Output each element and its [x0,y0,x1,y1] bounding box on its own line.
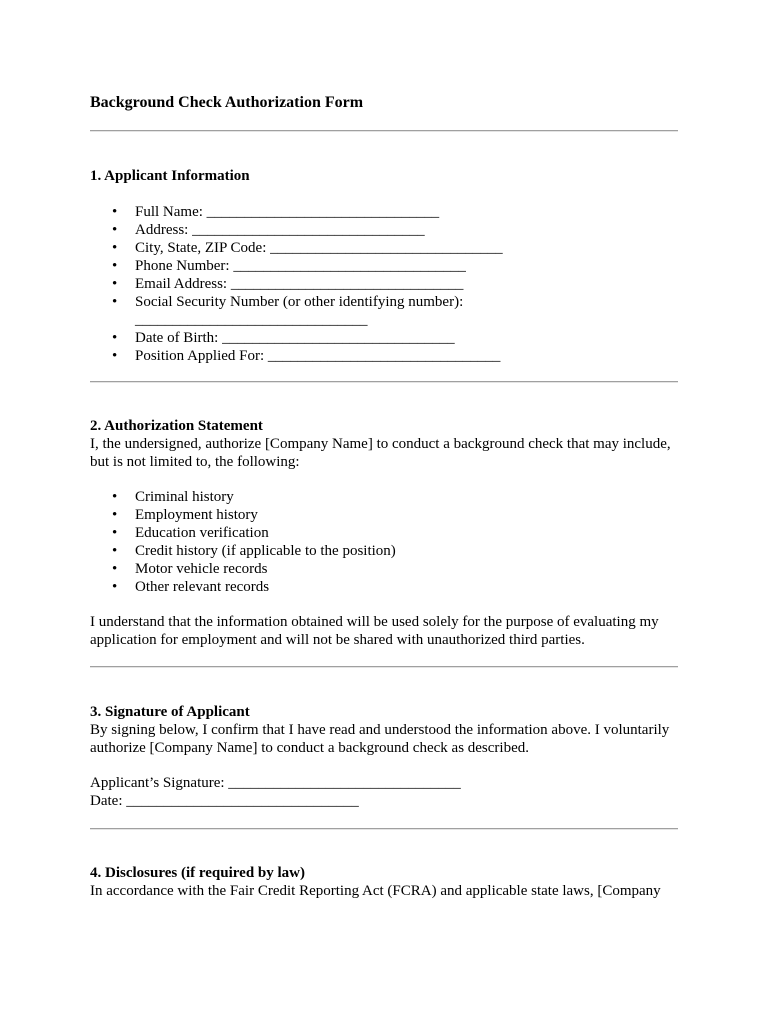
horizontal-rule [90,381,678,383]
horizontal-rule [90,666,678,668]
list-item [90,275,555,293]
city-state-zip-field: City, State, ZIP Code: _______________________________ [135,240,503,256]
authorization-closing [90,613,678,649]
applicant-info-list [90,203,678,365]
list-item [90,560,555,578]
bullet-icon: • [112,507,118,523]
bullet-icon: • [112,525,118,541]
section-1-heading: 1. Applicant Information [90,168,250,184]
signature-statement-text: By signing below, I confirm that I have read and understood the information above. I voluntarily authorize [Company Name] to conduct a background check as described. [90,722,670,756]
section-4-heading: 4. Disclosures (if required by law) [90,865,306,881]
ssn-field: Social Security Number (or other identifying number): _______________________________ [135,294,464,328]
bullet-icon: • [112,489,118,505]
bullet-icon: • [112,543,118,559]
list-item [90,293,555,329]
check-item-label: Other relevant records [135,579,270,595]
list-item [90,329,555,347]
list-item [90,542,555,560]
phone-number-field: Phone Number: _______________________________ [135,258,466,274]
list-item [90,524,555,542]
list-item [90,347,555,365]
applicant-signature-field: Applicant’s Signature: _______________________________ [90,775,461,791]
list-item [90,488,555,506]
bullet-icon: • [112,561,118,577]
list-item [90,221,555,239]
list-item [90,257,555,275]
list-item [90,239,555,257]
check-item-label: Employment history [135,507,258,523]
list-item [90,506,555,524]
authorization-intro-text: I, the undersigned, authorize [Company Name] to conduct a background check that may include, but is not limited to, the following: [90,436,671,470]
full-name-field: Full Name: _______________________________ [135,204,440,220]
bullet-icon: • [112,258,118,274]
disclosures-text: In accordance with the Fair Credit Reporting Act (FCRA) and applicable state laws, [Company [90,883,661,899]
document-title: Background Check Authorization Form [90,94,364,111]
bullet-icon: • [112,294,118,310]
check-item-label: Criminal history [135,489,234,505]
horizontal-rule [90,130,678,132]
bullet-icon: • [112,276,118,292]
date-of-birth-field: Date of Birth: _______________________________ [135,330,455,346]
check-item-label: Credit history (if applicable to the position) [135,543,396,559]
bullet-icon: • [112,330,118,346]
list-item [90,203,555,221]
section-3-heading: 3. Signature of Applicant [90,704,250,720]
bullet-icon: • [112,222,118,238]
list-item [90,578,555,596]
bullet-icon: • [112,204,118,220]
signature-statement [90,721,678,757]
check-item-label: Motor vehicle records [135,561,268,577]
check-items-list [90,488,678,596]
bullet-icon: • [112,579,118,595]
authorization-intro [90,435,678,471]
bullet-icon: • [112,240,118,256]
email-address-field: Email Address: _______________________________ [135,276,464,292]
authorization-closing-text: I understand that the information obtained will be used solely for the purpose of evaluating my application for employment and will not be shared with unauthorized third parties. [90,614,659,648]
bullet-icon: • [112,348,118,364]
horizontal-rule [90,828,678,830]
check-item-label: Education verification [135,525,269,541]
address-field: Address: _______________________________ [135,222,425,238]
section-2-heading: 2. Authorization Statement [90,418,263,434]
signature-date-field: Date: _______________________________ [90,793,359,809]
position-applied-field: Position Applied For: _______________________________ [135,348,501,364]
